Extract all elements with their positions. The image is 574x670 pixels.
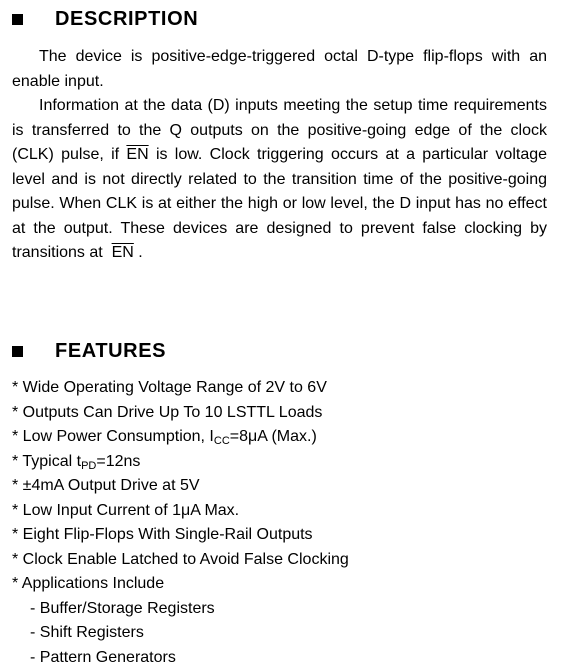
features-heading (12, 338, 166, 364)
subscript-cc: CC (214, 435, 230, 447)
en-overline-signal: $\overline{EN}$ (126, 146, 148, 163)
en-overline-signal-2: $\overline{EN}$ (112, 244, 134, 261)
feature-item: * ±4mA Output Drive at 5V (12, 474, 349, 499)
feature-text: * Typical t (12, 453, 81, 470)
features-heading-text: FEATURES (55, 340, 166, 363)
feature-item: * Eight Flip-Flops With Single-Rail Outputs (12, 523, 349, 548)
square-bullet-icon (12, 14, 23, 25)
square-bullet-icon (12, 346, 23, 357)
feature-item: * Clock Enable Latched to Avoid False Clocking (12, 548, 349, 573)
description-paragraph-2 (12, 94, 547, 266)
feature-text: * Low Power Consumption, I (12, 428, 214, 445)
para2-text-before-en: Information at the data (D) inputs meeting the setup time requirements is transferred to the Q outputs on the positive-going edge of the clock (CLK) pulse, if (12, 97, 547, 163)
para2-text-after-en: is low. Clock triggering occurs at a particular voltage level and is not directly related to the transition time of the positive-going pulse. When CLK is at either the high or low level, the D input has no effect at the output. These devices are designed to prevent false clocking by transitions at (12, 146, 547, 261)
description-paragraph-1: The device is positive-edge-triggered octal D-type flip-flops with an enable input. (12, 45, 547, 94)
feature-item (12, 450, 349, 475)
feature-item: * Wide Operating Voltage Range of 2V to 6V (12, 376, 349, 401)
feature-text: =8μA (Max.) (230, 428, 317, 445)
feature-item: * Applications Include (12, 572, 349, 597)
feature-text: =12ns (96, 453, 140, 470)
features-list (12, 376, 349, 670)
para2-end: . (138, 244, 142, 261)
feature-subitem: - Pattern Generators (12, 646, 349, 670)
subscript-pd: PD (81, 460, 96, 472)
feature-item: * Outputs Can Drive Up To 10 LSTTL Loads (12, 401, 349, 426)
feature-item (12, 425, 349, 450)
description-heading (12, 6, 198, 32)
description-heading-text: DESCRIPTION (55, 8, 198, 31)
feature-subitem: - Shift Registers (12, 621, 349, 646)
feature-subitem: - Buffer/Storage Registers (12, 597, 349, 622)
feature-item: * Low Input Current of 1μA Max. (12, 499, 349, 524)
